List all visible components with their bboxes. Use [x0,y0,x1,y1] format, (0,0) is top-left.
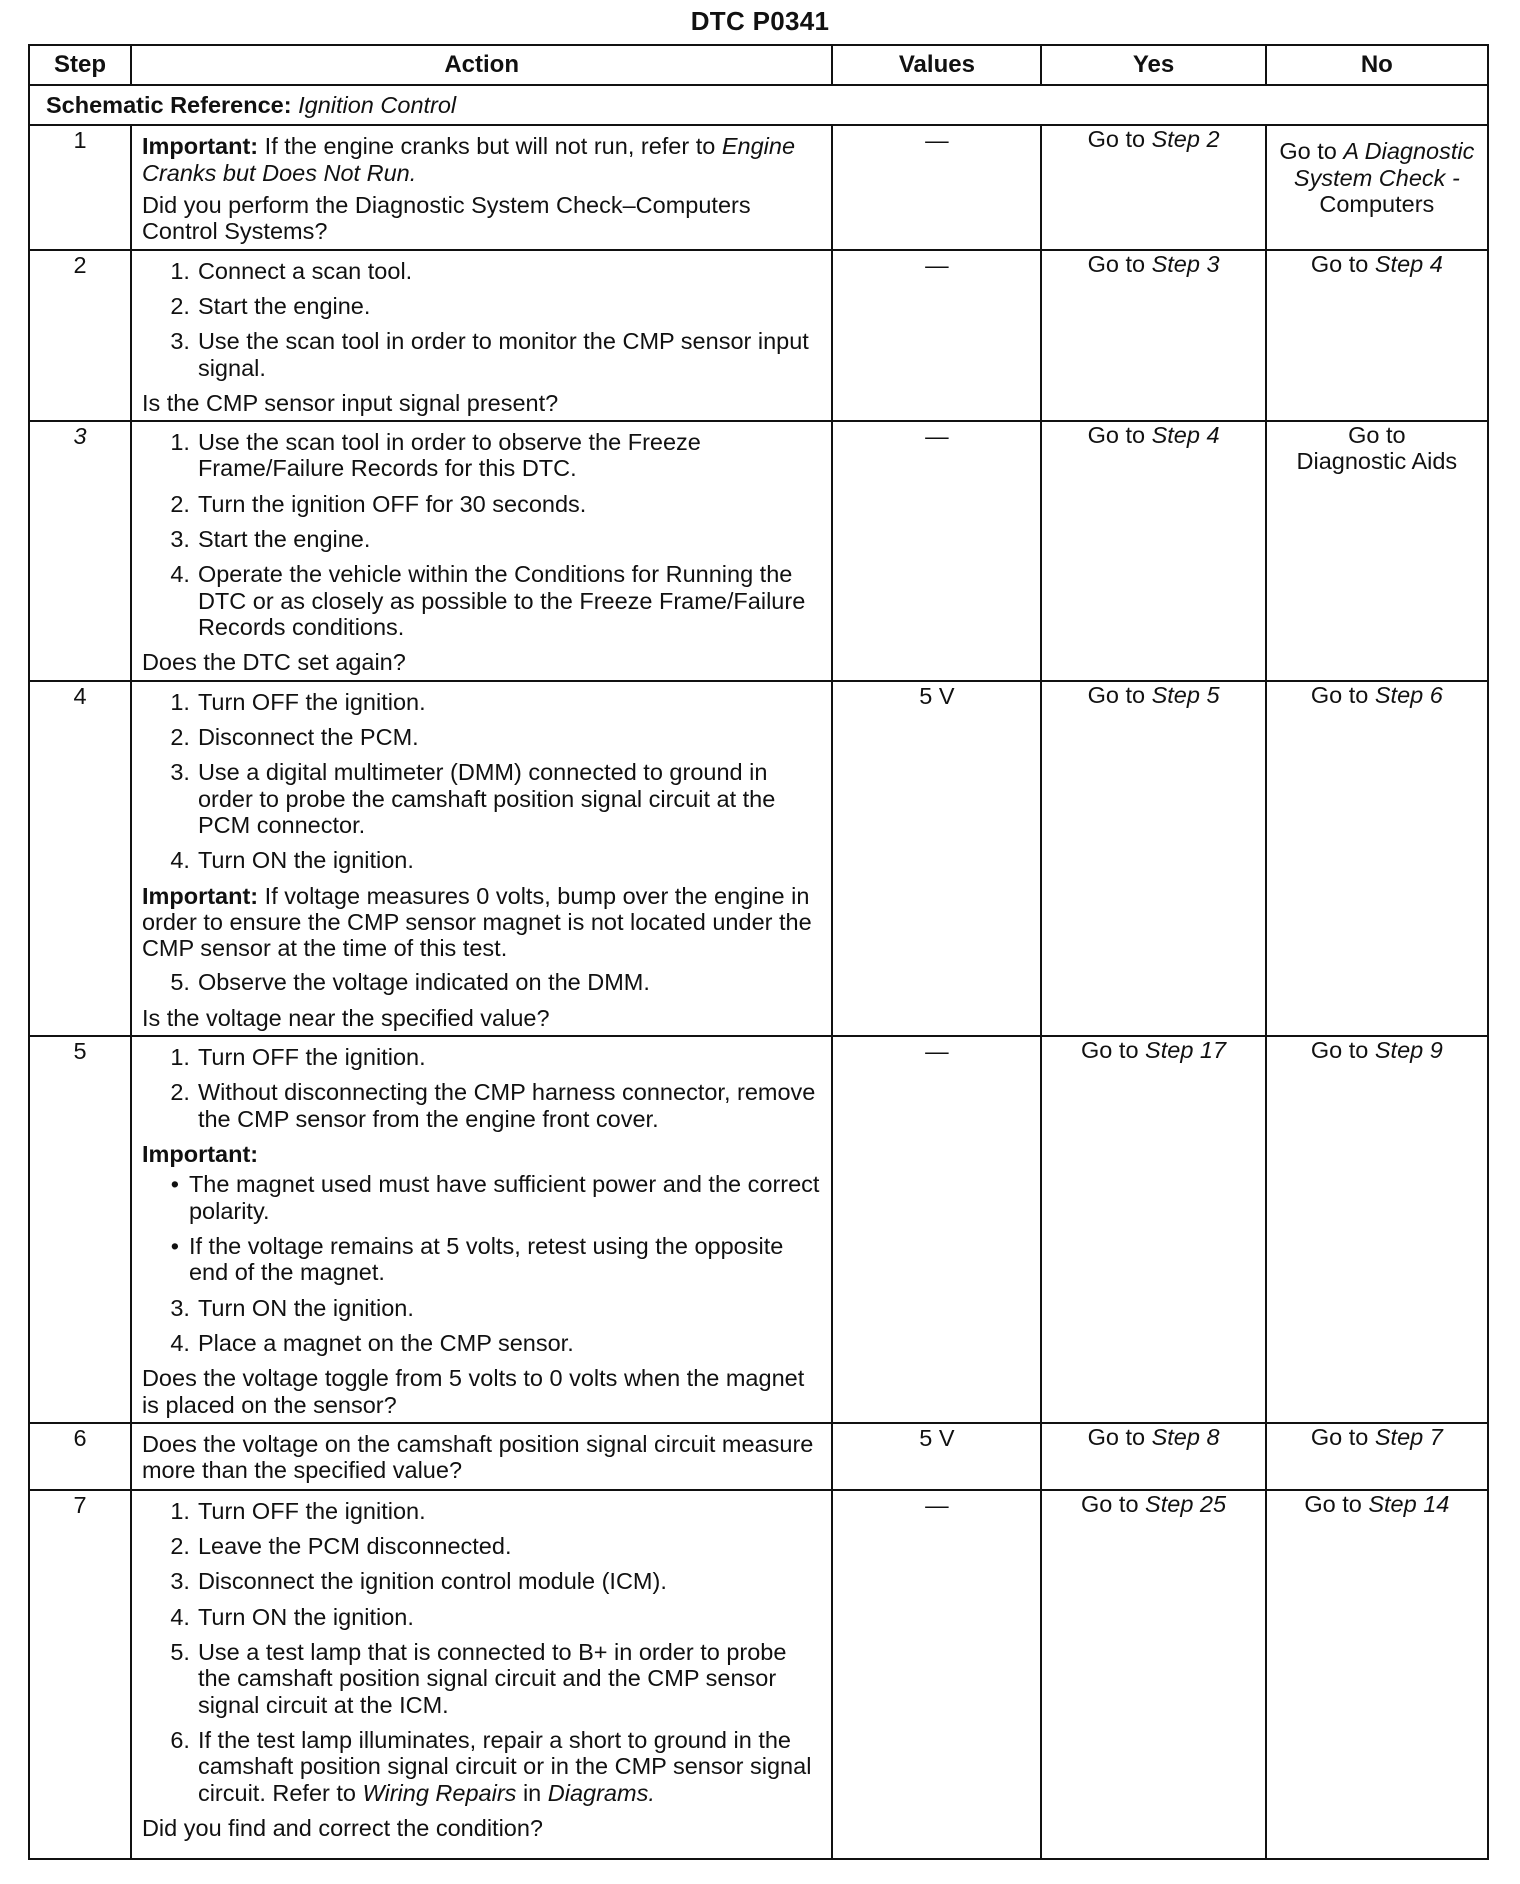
list-item: 6. If the test lamp illuminates, repair a short to ground in the camshaft position signal circuit or in the CMP sensor signal circuit. Refer to Wiring Repairs in Diagrams. [170,1727,812,1806]
header-action: Action [131,45,832,85]
value-cell: 5 V [832,681,1041,1036]
list-item: • If the voltage remains at 5 volts, retest using the opposite end of the magnet. [170,1232,784,1286]
list-item: 2. Leave the PCM disconnected. [170,1533,512,1560]
action-cell [131,1423,832,1490]
no-step-link[interactable]: Step 14 [1368,1490,1450,1517]
procedure-link-engine-cranks[interactable]: Engine Cranks but Does Not Run. [141,133,796,186]
goto-label: Go to [1304,1490,1362,1517]
step-number: 1 [29,125,131,249]
header-step: Step [29,45,131,85]
list-item: 4. Place a magnet on the CMP sensor. [170,1329,574,1356]
step-number: 4 [29,681,131,1036]
procedure-link-diagrams[interactable]: Diagrams. [547,1779,655,1806]
instruction-list [142,969,821,995]
header-no: No [1266,45,1488,85]
no-cell [1266,1423,1488,1490]
instruction-list [142,1044,821,1132]
list-item: 1. Turn OFF the ignition. [170,1497,426,1524]
instruction-list [142,1295,821,1357]
list-item: 3. Use the scan tool in order to monitor the CMP sensor input signal. [170,328,809,381]
value-cell: — [832,1490,1041,1859]
schematic-label: Schematic Reference: [46,92,292,118]
bullet-list [142,1171,821,1285]
instruction-list [142,1498,821,1806]
step-number: 2 [29,250,131,422]
step-number: 3 [29,421,131,681]
list-item: 4. Operate the vehicle within the Conditions for Running the DTC or as closely as possible to the Freeze Frame/Failure Records conditions. [170,561,806,640]
goto-label: Go to [1087,681,1146,708]
no-procedure-link[interactable]: Diagnostic Aids [1296,448,1458,475]
list-item: 5. Use a test lamp that is connected to B+ in order to probe the camshaft position signal circuit and the CMP sensor signal circuit at the ICM. [170,1639,787,1718]
goto-label: Go to [1081,1490,1139,1517]
list-item: 1. Connect a scan tool. [170,257,413,284]
yes-cell [1041,421,1265,681]
step-question: Did you perform the Diagnostic System Check–Computers Control Systems? [141,191,751,245]
step-question: Does the voltage on the camshaft position signal circuit measure more than the specified value? [141,1430,814,1484]
step-question: Did you find and correct the condition? [141,1814,544,1841]
table-row-step-4 [29,681,1488,1036]
table-row-step-6 [29,1423,1488,1490]
yes-cell [1041,125,1265,249]
important-label: Important: [141,882,259,909]
list-item: 2. Start the engine. [170,292,371,319]
no-cell [1266,250,1488,422]
goto-label: Go to [1310,250,1369,277]
schematic-row [29,85,1488,125]
step-number: 7 [29,1490,131,1859]
table-row-step-3 [29,421,1488,681]
yes-step-link[interactable]: Step 17 [1145,1037,1227,1064]
yes-step-link[interactable]: Step 4 [1151,422,1220,449]
goto-label: Go to [1310,1423,1369,1450]
goto-label: Go to [1348,422,1406,449]
no-step-link[interactable]: Step 4 [1374,250,1443,277]
goto-label: Go to [1279,138,1337,165]
table-row-step-2 [29,250,1488,422]
list-item: 3. Disconnect the ignition control module (ICM). [170,1568,667,1595]
no-cell [1266,681,1488,1036]
yes-cell [1041,1036,1265,1423]
action-cell [131,125,832,249]
procedure-link-wiring-repairs[interactable]: Wiring Repairs [362,1779,517,1806]
instruction-list [142,429,821,640]
value-cell: — [832,421,1041,681]
no-cell [1266,1036,1488,1423]
table-row-step-1 [29,125,1488,249]
action-cell [131,421,832,681]
important-label: Important: [141,1141,259,1167]
important-label: Important: [141,133,259,160]
list-item: 2. Disconnect the PCM. [170,723,419,750]
step-question: Does the DTC set again? [141,649,406,676]
no-step-link[interactable]: Step 7 [1374,1423,1443,1450]
yes-step-link[interactable]: Step 8 [1151,1423,1220,1450]
list-item: 2. Without disconnecting the CMP harness connector, remove the CMP sensor from the engine front cover. [170,1079,816,1132]
header-row [29,45,1488,85]
list-item: • The magnet used must have sufficient power and the correct polarity. [170,1171,820,1224]
action-cell [131,1036,832,1423]
no-step-link[interactable]: Step 6 [1374,681,1443,708]
action-cell [131,250,832,422]
important-text: If voltage measures 0 volts, bump over the engine in order to ensure the CMP sensor magnet is not located under the CMP sensor at the time of this test. [141,882,812,962]
list-item: 1. Turn OFF the ignition. [170,1044,426,1071]
list-item: 4. Turn ON the ignition. [170,1603,414,1630]
yes-step-link[interactable]: Step 25 [1145,1490,1227,1517]
list-item: 1. Use the scan tool in order to observe the Freeze Frame/Failure Records for this DTC. [170,429,701,482]
schematic-value: Ignition Control [298,92,457,118]
list-item: 1. Turn OFF the ignition. [170,688,426,715]
yes-step-link[interactable]: Step 2 [1151,126,1220,153]
instruction-list [142,689,821,874]
important-text: If the engine cranks but will not run, refer to [264,133,716,160]
schematic-reference [29,85,1488,125]
no-cell [1266,1490,1488,1859]
action-cell [131,681,832,1036]
goto-label: Go to [1310,681,1369,708]
header-values: Values [832,45,1041,85]
step-question: Is the CMP sensor input signal present? [141,389,559,416]
yes-cell [1041,250,1265,422]
header-yes: Yes [1041,45,1265,85]
step-number: 5 [29,1036,131,1423]
value-cell: — [832,250,1041,422]
goto-label: Go to [1310,1037,1369,1064]
step-number: 6 [29,1423,131,1490]
value-cell: — [832,125,1041,249]
goto-label: Go to [1087,1423,1146,1450]
instruction-list [142,258,821,381]
action-cell [131,1490,832,1859]
value-cell: — [832,1036,1041,1423]
step-question: Does the voltage toggle from 5 volts to 0 volts when the magnet is placed on the sensor? [141,1365,805,1418]
no-cell [1266,125,1488,249]
no-step-link[interactable]: Step 9 [1374,1037,1443,1064]
value-cell: 5 V [832,1423,1041,1490]
important-note [142,883,821,962]
goto-label: Go to [1087,422,1146,449]
list-item: 4. Turn ON the ignition. [170,847,414,874]
yes-step-link[interactable]: Step 3 [1151,250,1220,277]
yes-cell [1041,1423,1265,1490]
page-title: DTC P0341 [690,6,830,36]
diagnostic-table [28,44,1489,1860]
table-row-step-7 [29,1490,1488,1859]
yes-cell [1041,681,1265,1036]
list-item: 3. Start the engine. [170,526,371,553]
goto-label: Go to [1087,250,1146,277]
list-item: 3. Use a digital multimeter (DMM) connected to ground in order to probe the camshaft position signal circuit at the PCM connector. [170,759,776,838]
no-procedure-tail: Computers [1319,190,1435,217]
list-item: 3. Turn ON the ignition. [170,1294,414,1321]
goto-label: Go to [1081,1037,1139,1064]
yes-cell [1041,1490,1265,1859]
list-item: 5. Observe the voltage indicated on the DMM. [170,969,650,996]
step-question: Is the voltage near the specified value? [141,1004,550,1031]
no-cell [1266,421,1488,681]
yes-step-link[interactable]: Step 5 [1151,681,1220,708]
table-row-step-5 [29,1036,1488,1423]
list-item: 2. Turn the ignition OFF for 30 seconds. [170,490,587,517]
no-procedure-link[interactable]: A Diagnostic System Check - [1293,138,1475,191]
goto-label: Go to [1087,126,1146,153]
important-note [142,133,821,186]
